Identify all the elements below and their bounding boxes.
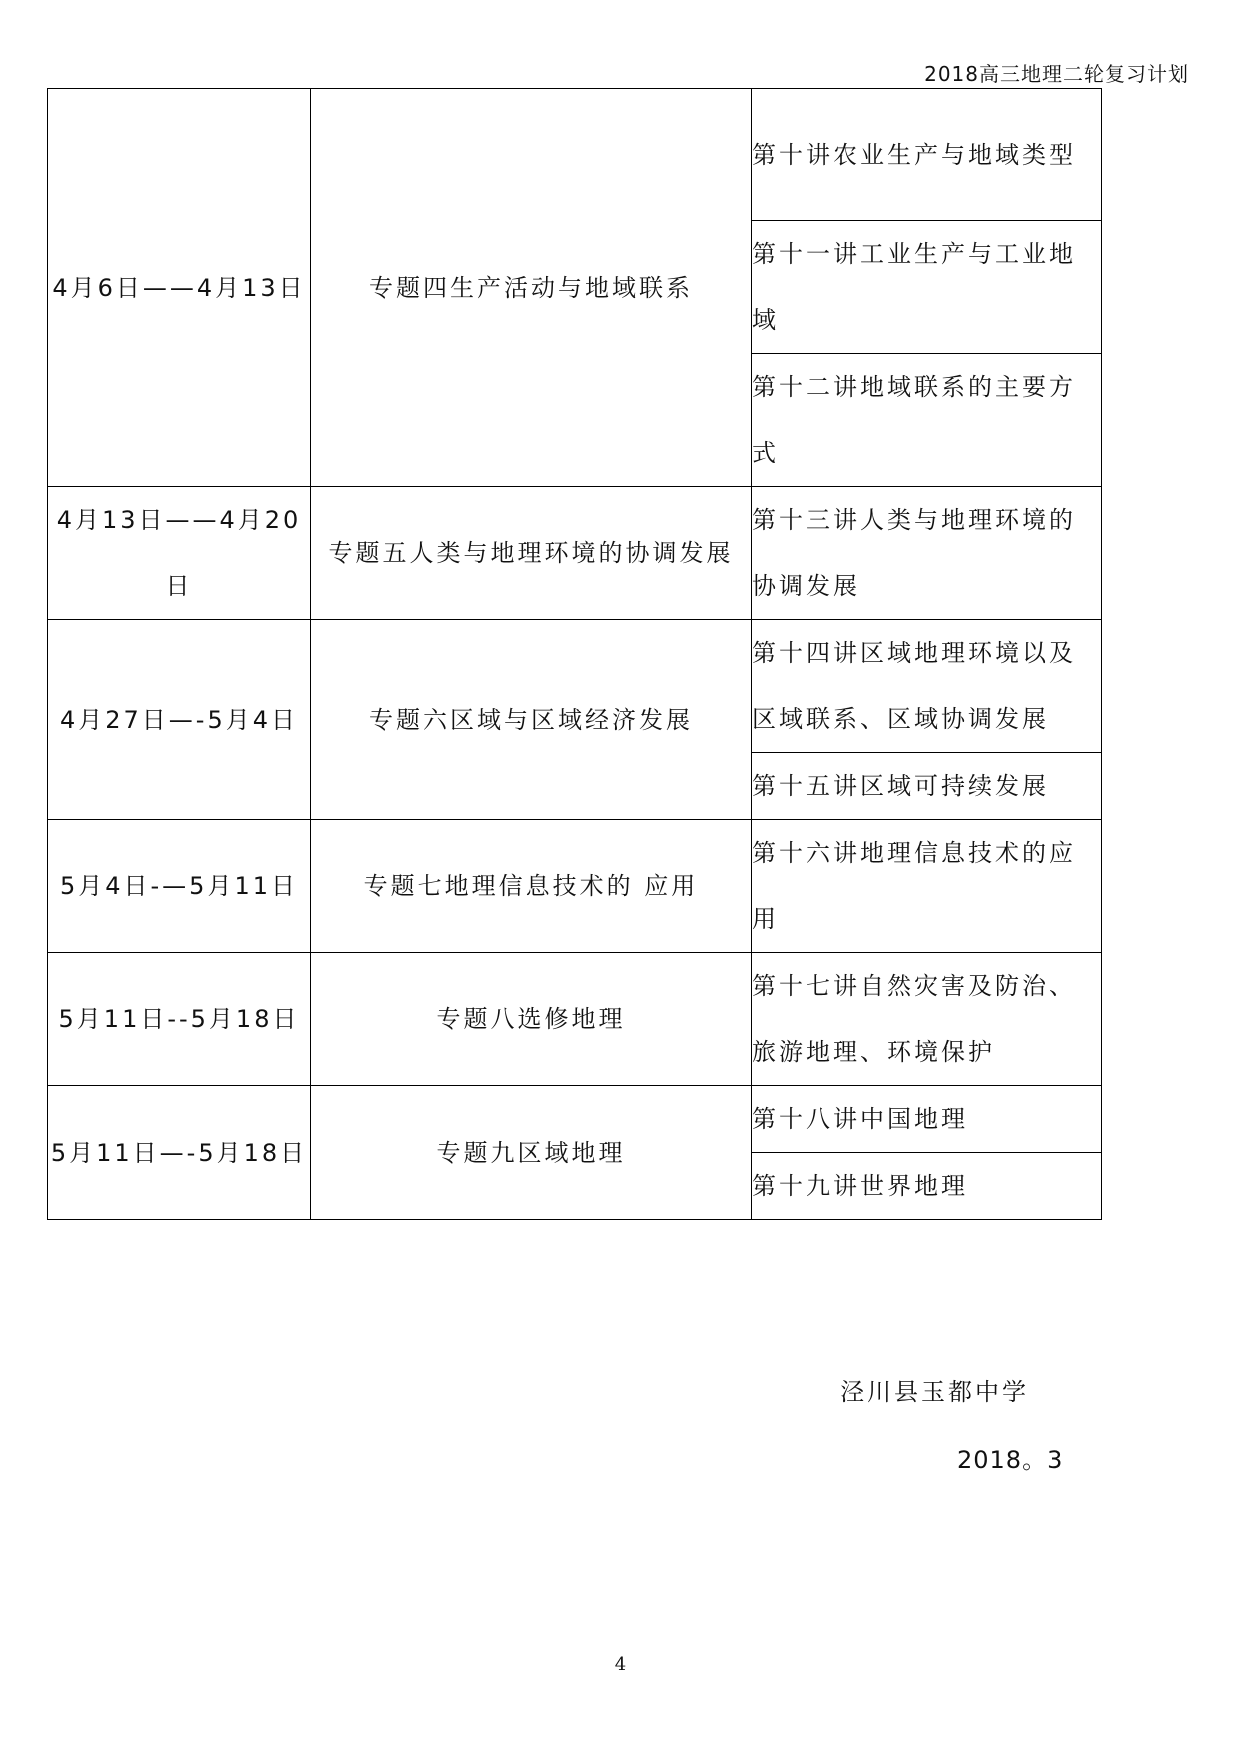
topic-cell: 专题六区域与区域经济发展: [311, 620, 752, 820]
lecture-cell: 第十三讲人类与地理环境的协调发展: [752, 487, 1102, 620]
table-row: [48, 89, 1102, 221]
date-range-cell: 5月11日--5月18日: [48, 953, 311, 1086]
topic-cell: 专题五人类与地理环境的协调发展: [311, 487, 752, 620]
lecture-cell: 第十六讲地理信息技术的应用: [752, 820, 1102, 953]
lecture-cell: 第十四讲区域地理环境以及区域联系、区域协调发展: [752, 620, 1102, 753]
lecture-cell: 第十五讲区域可持续发展: [752, 753, 1102, 820]
lecture-cell: 第十二讲地域联系的主要方式: [752, 354, 1102, 487]
table-row: [48, 1086, 1102, 1153]
date-range-cell: 4月13日——4月20日: [48, 487, 311, 620]
school-name: 泾川县玉都中学: [840, 1378, 1029, 1406]
topic-cell: 专题四生产活动与地域联系: [311, 89, 752, 487]
table-row: [48, 620, 1102, 753]
document-header-title: 2018高三地理二轮复习计划: [924, 62, 1189, 86]
topic-cell: 专题八选修地理: [311, 953, 752, 1086]
lecture-cell: 第十讲农业生产与地域类型: [752, 89, 1102, 221]
table-row: [48, 820, 1102, 953]
table-row: [48, 953, 1102, 1086]
date-range-cell: 5月4日-—5月11日: [48, 820, 311, 953]
topic-cell: 专题九区域地理: [311, 1086, 752, 1220]
table-row: [48, 487, 1102, 620]
date-range-cell: 4月6日——4月13日: [48, 89, 311, 487]
lecture-cell: 第十一讲工业生产与工业地域: [752, 221, 1102, 354]
lecture-cell: 第十九讲世界地理: [752, 1153, 1102, 1220]
date-range-cell: 4月27日—-5月4日: [48, 620, 311, 820]
lecture-cell: 第十八讲中国地理: [752, 1086, 1102, 1153]
lecture-cell: 第十七讲自然灾害及防治、旅游地理、环境保护: [752, 953, 1102, 1086]
date-range-cell: 5月11日—-5月18日: [48, 1086, 311, 1220]
topic-cell: 专题七地理信息技术的 应用: [311, 820, 752, 953]
document-date: 2018。3: [957, 1446, 1064, 1474]
page-number: 4: [614, 1654, 627, 1675]
review-plan-table: [47, 88, 1102, 1220]
